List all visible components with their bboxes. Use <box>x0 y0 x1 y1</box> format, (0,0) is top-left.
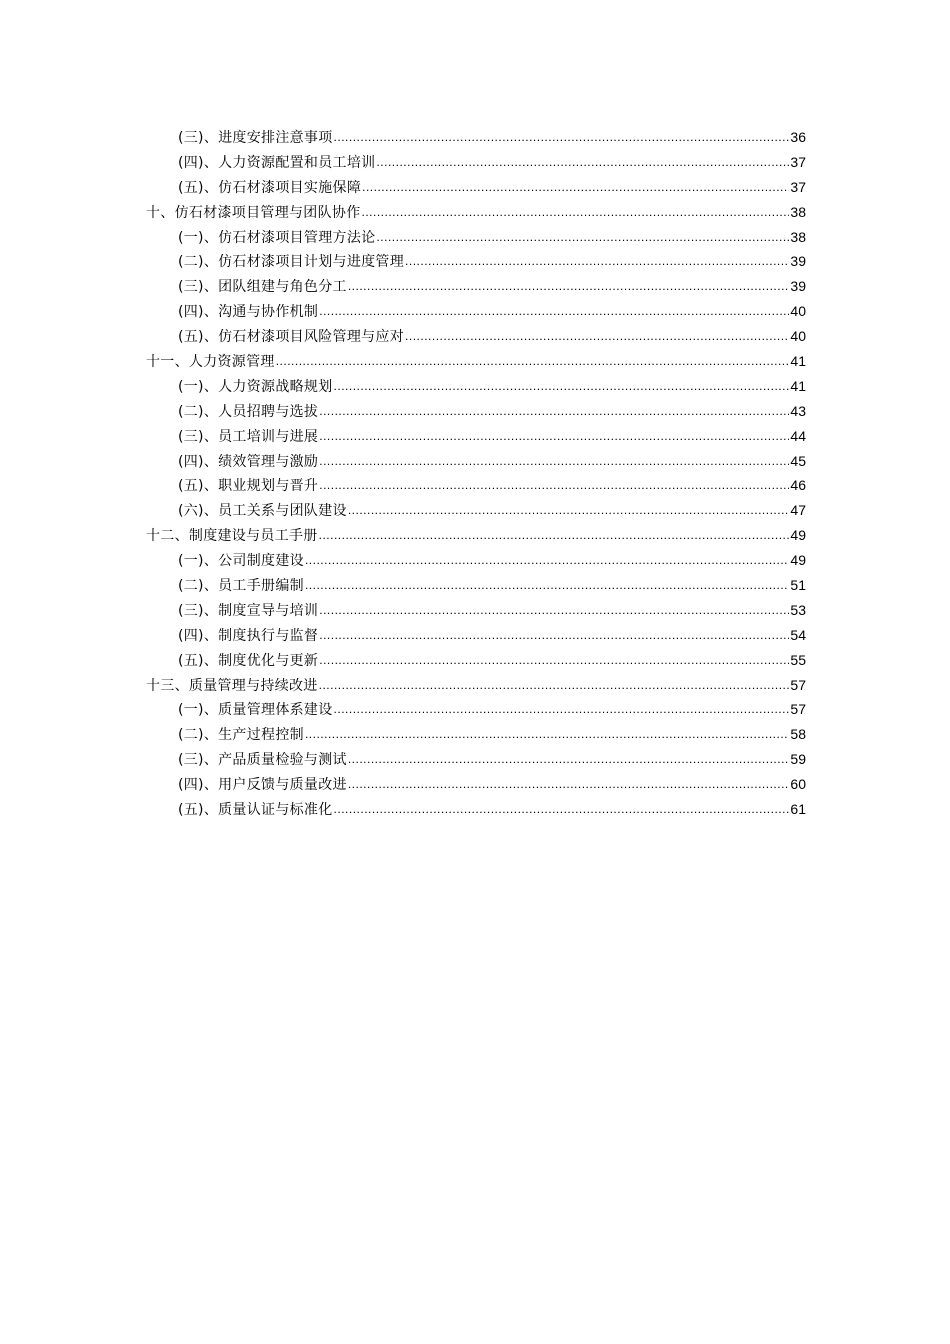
table-of-contents <box>146 125 806 822</box>
toc-entry-title: (五)、职业规划与晋升 <box>178 478 319 495</box>
toc-entry-title: (三)、团队组建与角色分工 <box>178 279 347 296</box>
toc-entry[interactable] <box>146 424 806 449</box>
toc-dot-leader <box>348 747 790 772</box>
toc-entry-page-number: 54 <box>790 626 806 643</box>
toc-entry-title: (二)、员工手册编制 <box>178 578 304 595</box>
toc-entry-title: (一)、人力资源战略规划 <box>178 378 333 395</box>
toc-entry-page-number: 38 <box>790 203 806 220</box>
toc-entry-title: (四)、人力资源配置和员工培训 <box>178 154 376 171</box>
toc-entry[interactable] <box>146 722 806 747</box>
toc-dot-leader <box>348 772 790 797</box>
toc-entry-title: 十二、制度建设与员工手册 <box>146 528 318 545</box>
toc-entry[interactable] <box>146 697 806 722</box>
toc-entry-page-number: 39 <box>790 278 806 295</box>
toc-entry[interactable] <box>146 573 806 598</box>
toc-entry-title: (三)、产品质量检验与测试 <box>178 752 347 769</box>
toc-dot-leader <box>319 424 789 449</box>
toc-dot-leader <box>319 299 789 324</box>
toc-dot-leader <box>348 274 790 299</box>
toc-entry[interactable] <box>146 274 806 299</box>
toc-entry[interactable] <box>146 648 806 673</box>
toc-dot-leader <box>319 449 789 474</box>
toc-entry[interactable] <box>146 374 806 399</box>
toc-dot-leader <box>362 175 789 200</box>
toc-entry-title: (四)、用户反馈与质量改进 <box>178 777 347 794</box>
toc-entry[interactable] <box>146 598 806 623</box>
toc-dot-leader <box>319 598 789 623</box>
toc-entry-page-number: 38 <box>790 228 806 245</box>
toc-dot-leader <box>319 523 790 548</box>
toc-entry-title: (五)、制度优化与更新 <box>178 652 319 669</box>
toc-entry-title: (四)、绩效管理与激励 <box>178 453 319 470</box>
toc-entry-page-number: 40 <box>790 303 806 320</box>
toc-entry-page-number: 47 <box>790 502 806 519</box>
toc-entry-title: (四)、制度执行与监督 <box>178 627 319 644</box>
toc-entry-title: (五)、仿石材漆项目风险管理与应对 <box>178 329 405 346</box>
toc-entry-page-number: 37 <box>790 153 806 170</box>
toc-entry[interactable] <box>146 498 806 523</box>
toc-entry-title: 十三、质量管理与持续改进 <box>146 677 318 694</box>
toc-entry[interactable] <box>146 150 806 175</box>
toc-entry-page-number: 46 <box>790 477 806 494</box>
toc-entry-page-number: 39 <box>790 253 806 270</box>
toc-dot-leader <box>276 349 790 374</box>
toc-entry-page-number: 59 <box>790 751 806 768</box>
toc-entry[interactable] <box>146 797 806 822</box>
toc-entry-page-number: 45 <box>790 452 806 469</box>
toc-dot-leader <box>319 473 789 498</box>
toc-dot-leader <box>334 797 790 822</box>
toc-dot-leader <box>319 623 789 648</box>
toc-entry-title: (二)、人员招聘与选拔 <box>178 403 319 420</box>
toc-entry-title: (三)、制度宣导与培训 <box>178 602 319 619</box>
toc-entry-page-number: 55 <box>790 651 806 668</box>
toc-entry-title: (三)、进度安排注意事项 <box>178 130 333 146</box>
toc-dot-leader <box>319 673 790 698</box>
toc-entry-page-number: 53 <box>790 601 806 618</box>
toc-entry[interactable] <box>146 324 806 349</box>
toc-entry-page-number: 44 <box>790 427 806 444</box>
toc-entry[interactable] <box>146 523 806 548</box>
toc-entry[interactable] <box>146 548 806 573</box>
toc-entry[interactable] <box>146 747 806 772</box>
toc-dot-leader <box>348 498 790 523</box>
toc-entry-title: (一)、质量管理体系建设 <box>178 702 333 719</box>
toc-entry-page-number: 49 <box>790 552 806 569</box>
toc-entry[interactable] <box>146 623 806 648</box>
toc-entry-page-number: 51 <box>790 577 806 594</box>
toc-dot-leader <box>305 573 789 598</box>
toc-dot-leader <box>334 125 790 150</box>
toc-dot-leader <box>405 324 789 349</box>
toc-entry[interactable] <box>146 673 806 698</box>
toc-entry[interactable] <box>146 399 806 424</box>
toc-entry-title: (六)、员工关系与团队建设 <box>178 503 347 520</box>
toc-dot-leader <box>319 399 789 424</box>
toc-entry-page-number: 61 <box>790 801 806 818</box>
toc-entry-title: 十、仿石材漆项目管理与团队协作 <box>146 204 361 221</box>
toc-entry-title: (五)、仿石材漆项目实施保障 <box>178 179 362 196</box>
toc-dot-leader <box>376 150 789 175</box>
toc-entry-page-number: 57 <box>790 676 806 693</box>
toc-entry-title: (一)、公司制度建设 <box>178 553 304 570</box>
toc-entry-page-number: 43 <box>790 402 806 419</box>
toc-entry-title: (四)、沟通与协作机制 <box>178 304 319 321</box>
toc-entry[interactable] <box>146 449 806 474</box>
toc-entry-page-number: 37 <box>790 178 806 195</box>
toc-entry[interactable] <box>146 473 806 498</box>
toc-entry[interactable] <box>146 225 806 250</box>
toc-dot-leader <box>362 200 790 225</box>
toc-entry-page-number: 58 <box>790 726 806 743</box>
toc-dot-leader <box>305 722 789 747</box>
toc-entry-page-number: 36 <box>790 129 806 145</box>
toc-entry[interactable] <box>146 299 806 324</box>
toc-dot-leader <box>319 648 789 673</box>
toc-entry-page-number: 40 <box>790 328 806 345</box>
toc-entry-title: (一)、仿石材漆项目管理方法论 <box>178 229 376 246</box>
toc-entry-page-number: 60 <box>790 776 806 793</box>
toc-entry-title: (二)、仿石材漆项目计划与进度管理 <box>178 254 405 271</box>
toc-entry-title: (二)、生产过程控制 <box>178 727 304 744</box>
toc-entry-title: (五)、质量认证与标准化 <box>178 802 333 819</box>
toc-entry[interactable] <box>146 125 806 150</box>
toc-dot-leader <box>376 225 789 250</box>
toc-entry[interactable] <box>146 249 806 274</box>
toc-entry-page-number: 41 <box>790 377 806 394</box>
toc-entry-title: 十一、人力资源管理 <box>146 354 275 371</box>
toc-entry[interactable] <box>146 772 806 797</box>
toc-entry[interactable] <box>146 200 806 225</box>
toc-entry-page-number: 57 <box>790 701 806 718</box>
toc-entry-page-number: 41 <box>790 353 806 370</box>
toc-entry[interactable] <box>146 175 806 200</box>
toc-dot-leader <box>334 697 790 722</box>
toc-entry-page-number: 49 <box>790 527 806 544</box>
toc-entry-title: (三)、员工培训与进展 <box>178 428 319 445</box>
toc-dot-leader <box>334 374 790 399</box>
toc-dot-leader <box>405 249 789 274</box>
toc-entry[interactable] <box>146 349 806 374</box>
toc-dot-leader <box>305 548 789 573</box>
